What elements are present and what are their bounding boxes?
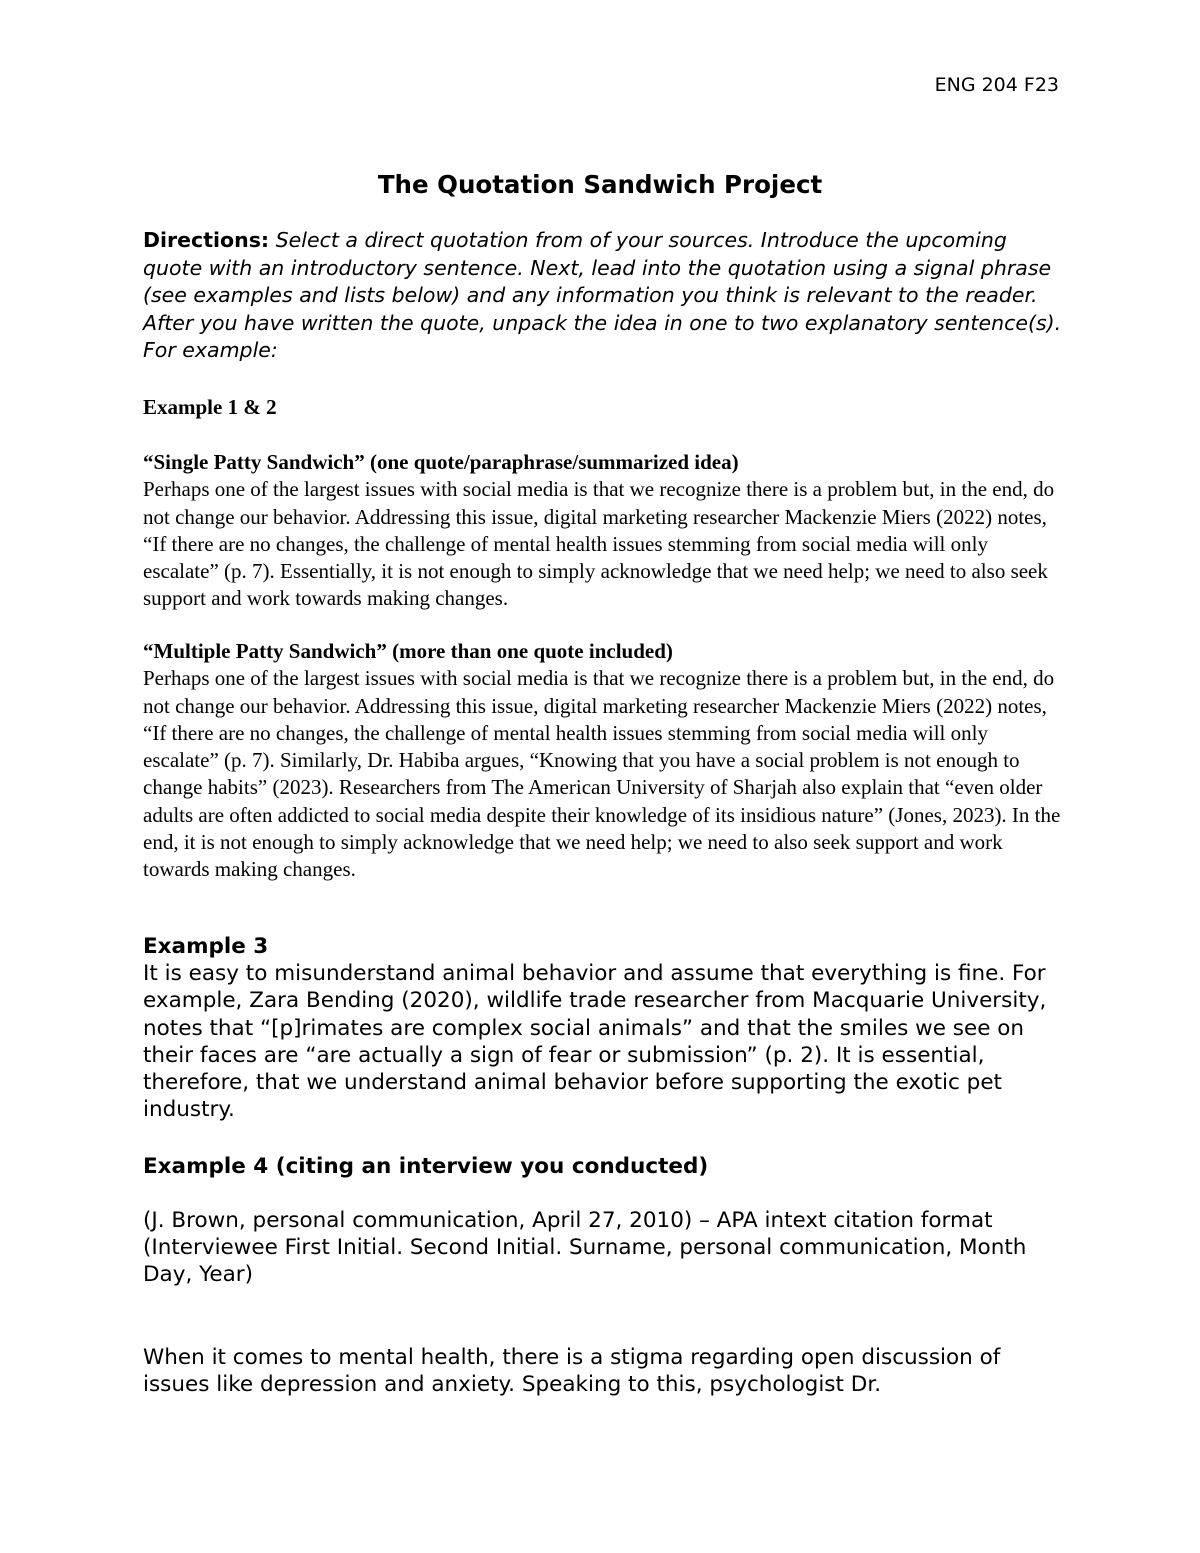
example-4-citation: (J. Brown, personal communication, April 27, 2010) – APA intext citation format bbox=[143, 1208, 993, 1233]
example-3-body: It is easy to misunderstand animal behavior and assume that everything is fine. For example, Zara Bending (2020), wildlife trade researcher from Macquarie University, notes that “[p]rimates are complex social animals” and that the smiles we see on their faces are “are actually a sign of fear or submission” (p. 2). It is essential, therefore, that we understand animal behavior before supporting the exotic pet industry. bbox=[143, 961, 1047, 1123]
example-4-heading: Example 4 (citing an interview you conducted) bbox=[143, 1154, 709, 1179]
example-4-format: (Interviewee First Initial. Second Initial. Surname, personal communication, Month Day, Year) bbox=[143, 1235, 1027, 1288]
example-1-2-heading: Example 1 & 2 bbox=[143, 395, 277, 419]
example-4-body: When it comes to mental health, there is a stigma regarding open discussion of issues like depression and anxiety. Speaking to this, psychologist Dr. bbox=[143, 1345, 1001, 1398]
example-3-heading: Example 3 bbox=[143, 934, 269, 959]
course-code: ENG 204 F23 bbox=[934, 74, 1059, 96]
single-patty-body: Perhaps one of the largest issues with social media is that we recognize there is a problem but, in the end, do not change our behavior. Addressing this issue, digital marketing researcher Mackenzie Miers (2022) notes, “If there are no changes, the challenge of mental health issues stemming from social media will only escalate” (p. 7). Essentially, it is not enough to simply acknowledge that we need help; we need to also seek support and work towards making changes. bbox=[143, 477, 1055, 611]
multiple-patty-section bbox=[143, 638, 1063, 884]
example-3-section bbox=[143, 933, 1063, 1123]
multiple-patty-body: Perhaps one of the largest issues with social media is that we recognize there is a problem but, in the end, do not change our behavior. Addressing this issue, digital marketing researcher Mackenzie Miers (2022) notes, “If there are no changes, the challenge of mental health issues stemming from social media will only escalate” (p. 7). Similarly, Dr. Habiba argues, “Knowing that you have a social problem is not enough to change habits” (2023). Researchers from The American University of Sharjah also explain that “even older adults are often addicted to social media despite their knowledge of its insidious nature” (Jones, 2023). In the end, it is not enough to simply acknowledge that we need help; we need to also seek support and work towards making changes. bbox=[143, 666, 1061, 882]
single-patty-heading: “Single Patty Sandwich” (one quote/paraphrase/summarized idea) bbox=[143, 450, 739, 474]
single-patty-section bbox=[143, 449, 1063, 613]
directions-text: Select a direct quotation from of your sources. Introduce the upcoming quote with an introductory sentence. Next, lead into the quotation using a signal phrase (see examples and lists below) and any information you think is relevant to the reader. After you have written the quote, unpack the idea in one to two explanatory sentence(s). For example: bbox=[143, 228, 1062, 363]
page-title: The Quotation Sandwich Project bbox=[377, 170, 823, 199]
directions-label: Directions: bbox=[143, 228, 270, 252]
directions-paragraph bbox=[143, 227, 1063, 365]
example-4-citation-block bbox=[143, 1207, 1063, 1289]
multiple-patty-heading: “Multiple Patty Sandwich” (more than one quote included) bbox=[143, 639, 673, 663]
